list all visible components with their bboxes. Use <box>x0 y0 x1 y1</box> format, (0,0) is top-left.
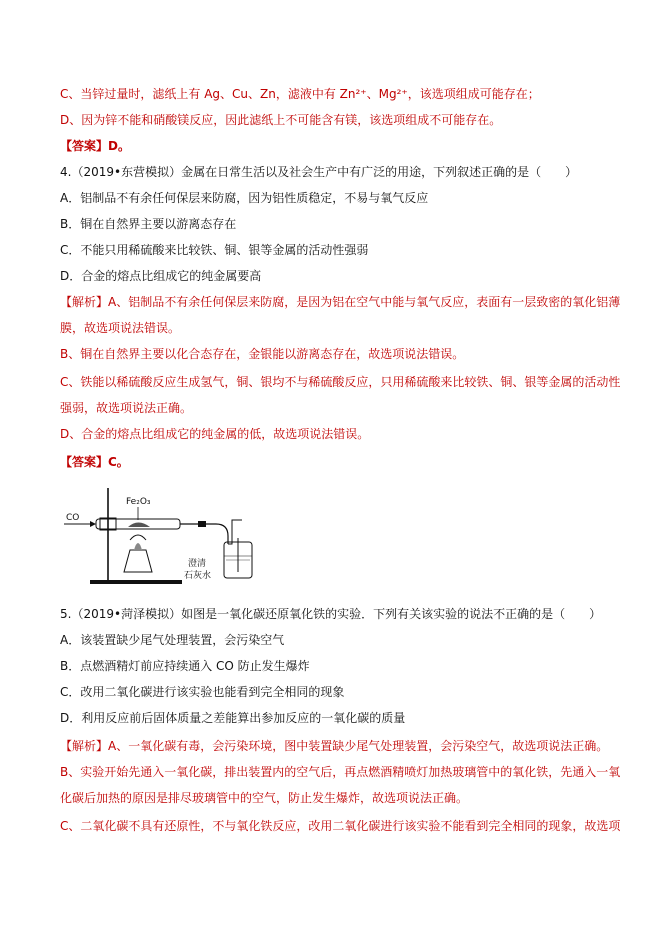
analysis-line: 【解析】A、一氧化碳有毒，会污染环境，图中装置缺少尾气处理装置，会污染空气，故选项说法正确。 <box>60 739 609 753</box>
analysis-line: C、二氧化碳不具有还原性，不与氧化铁反应，改用二氧化碳进行该实验不能看到完全相同的现象，故选项 <box>60 819 621 833</box>
analysis-line: C、铁能以稀硫酸反应生成氢气，铜、银均不与稀硫酸反应，只用稀硫酸来比较铁、铜、银等金属的活动性 <box>60 375 621 389</box>
alcohol-burner <box>124 550 152 572</box>
option-c: C．不能只用稀硫酸来比较铁、铜、银等金属的活动性强弱 <box>60 243 369 257</box>
option-d: D．合金的熔点比组成它的纯金属要高 <box>60 269 262 283</box>
co-reduction-apparatus-diagram <box>60 480 290 590</box>
option-a: A．铝制品不有余任何保层来防腐，因为铝性质稳定，不易与氧气反应 <box>60 191 429 205</box>
analysis-line: B、实验开始先通入一氧化碳，排出装置内的空气后，再点燃酒精喷灯加热玻璃管中的氧化铁，先通入一氧 <box>60 765 621 779</box>
text-line: C、当锌过量时，滤纸上有 Ag、Cu、Zn，滤液中有 Zn²⁺、Mg²⁺，该选项组成可能存在； <box>60 87 540 101</box>
analysis-line: 强弱，故选项说法正确。 <box>60 401 193 415</box>
option-c: C．改用二氧化碳进行该实验也能看到完全相同的现象 <box>60 685 345 699</box>
option-a: A．该装置缺少尾气处理装置，会污染空气 <box>60 633 285 647</box>
option-b: B．铜在自然界主要以游离态存在 <box>60 217 237 231</box>
option-d: D．利用反应前后固体质量之差能算出参加反应的一氧化碳的质量 <box>60 711 406 725</box>
fe2o3-powder <box>128 523 150 528</box>
question-4-stem: 4.（2019•东营模拟）金属在日常生活以及社会生产中有广泛的用途，下列叙述正确的是（ ） <box>60 165 578 179</box>
analysis-line: D、合金的熔点比组成它的纯金属的低，故选项说法错误。 <box>60 427 370 441</box>
analysis-line: 化碳后加热的原因是排尽玻璃管中的空气，防止发生爆炸，故选项说法正确。 <box>60 791 469 805</box>
analysis-line: B、铜在自然界主要以化合态存在，金银能以游离态存在，故选项说法错误。 <box>60 347 465 361</box>
answer-line: 【答案】D。 <box>60 139 130 153</box>
option-b: B．点燃酒精灯前应持续通入 CO 防止发生爆炸 <box>60 659 310 673</box>
text-line: D、因为锌不能和硝酸镁反应，因此滤纸上不可能含有镁，该选项组成不可能存在。 <box>60 113 502 127</box>
limewater-label-line2: 石灰水 <box>184 571 212 581</box>
question-5-stem: 5.（2019•菏泽模拟）如图是一氧化碳还原氧化铁的实验．下列有关该实验的说法不正确的是（ ） <box>60 607 602 621</box>
co-label: CO <box>66 513 80 523</box>
limewater-label-line1: 澄清 <box>188 559 207 569</box>
analysis-line: 【解析】A、铝制品不有余任何保层来防腐，是因为铝在空气中能与氧气反应，表面有一层致密的氧化铝薄 <box>60 295 621 309</box>
answer-line: 【答案】C。 <box>60 455 129 469</box>
analysis-line: 膜，故选项说法错误。 <box>60 321 181 335</box>
fe2o3-label: Fe₂O₃ <box>126 497 151 507</box>
